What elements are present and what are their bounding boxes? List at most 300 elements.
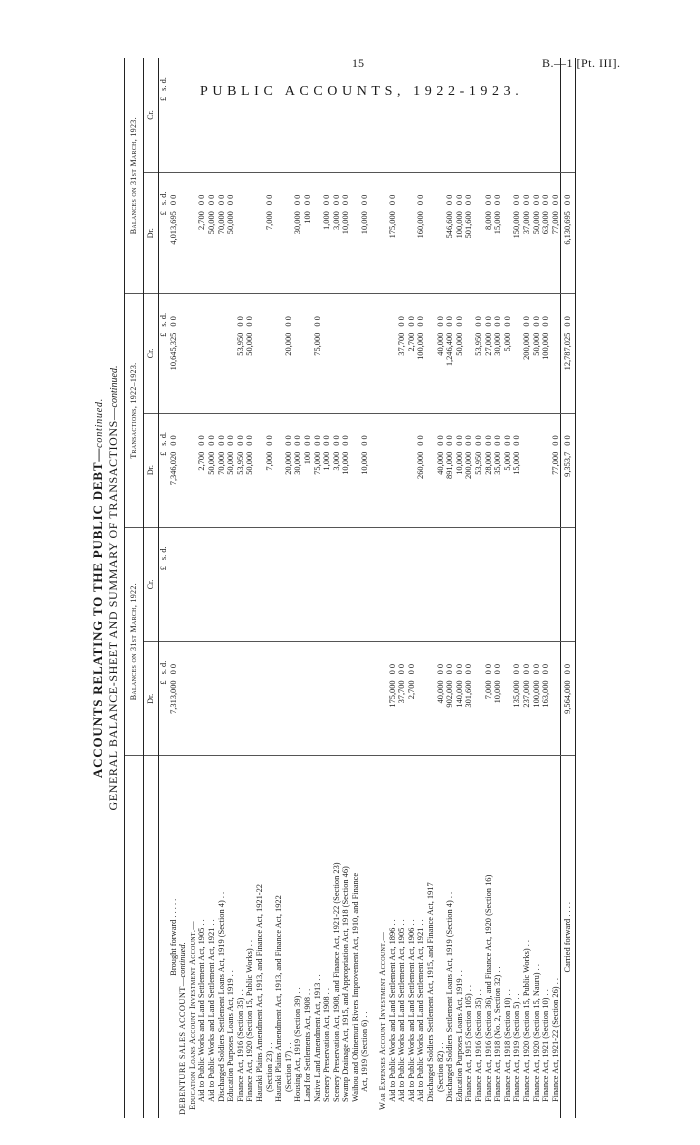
amount-t-dr: 100 <box>303 449 313 528</box>
sd-t-dr <box>532 413 542 449</box>
amount-b22-cr <box>455 563 465 642</box>
amount-b22-cr <box>255 563 265 642</box>
sd-t-cr: 0 0 <box>168 316 178 327</box>
sd-t-cr: 0 0 <box>445 316 455 327</box>
sd-b23-dr: 0 0 <box>226 194 236 206</box>
page-title: PUBLIC ACCOUNTS, 1922-1923. <box>200 84 524 99</box>
row-label-cell <box>455 756 465 1118</box>
sd-t-cr <box>217 294 227 330</box>
sd-b23-cr <box>532 58 542 94</box>
sd-t-dr: 0 0 <box>197 435 207 446</box>
row-label: Hauraki Plains Amendment Act, 1913, and Finance Act, 1922 <box>274 895 284 1102</box>
dot-leader: . . <box>322 988 332 995</box>
amount-t-cr: 200,000 <box>522 330 532 413</box>
sd-t-cr: 0 0 <box>312 316 322 327</box>
sd-t-dr: 0 0 <box>483 435 493 446</box>
amount-b22-cr <box>503 563 513 642</box>
sd-b22-cr <box>541 527 551 563</box>
sd-b22-dr: 0 0 <box>168 663 178 675</box>
amount-b23-dr <box>274 208 284 294</box>
sd-t-cr: 0 0 <box>531 316 541 327</box>
sd-b22-dr <box>265 642 275 678</box>
table-row <box>169 58 179 1118</box>
sd-b23-cr <box>284 58 294 94</box>
dot-leader: . . <box>226 970 236 977</box>
amount-b22-cr <box>541 563 551 642</box>
dot-leader: . . <box>502 989 512 996</box>
amount-b22-dr <box>503 677 513 756</box>
group-header-balances-1923: Balances on 31st March, 1923. <box>125 58 144 294</box>
sd-b22-dr <box>313 642 323 678</box>
amount-t-cr: 5,000 <box>503 330 513 413</box>
table-row <box>236 58 246 1118</box>
sd-b22-cr <box>484 527 494 563</box>
table-row <box>464 58 474 1118</box>
sd-b22-cr <box>397 527 407 563</box>
row-label-cell <box>313 756 323 1118</box>
sd-b23-cr <box>503 58 513 94</box>
amount-b22-dr <box>255 677 265 756</box>
sd-b23-dr: 0 0 <box>531 194 541 206</box>
sd-b23-dr <box>178 172 188 208</box>
amount-b23-dr: 2,700 <box>197 208 207 294</box>
amount-t-dr <box>378 449 388 528</box>
sd-b22-cr <box>245 527 255 563</box>
row-label: Scenery Preservation Act, 1908 <box>322 996 332 1102</box>
sd-t-cr: 0 0 <box>493 316 503 327</box>
amount-b23-cr <box>474 94 484 173</box>
dot-leader: . . <box>541 989 551 996</box>
amount-b22-dr <box>226 677 236 756</box>
amount-b23-cr <box>512 94 522 173</box>
sd-b22-cr <box>416 527 426 563</box>
balance-sheet-table <box>124 58 576 1118</box>
row-label: Finance Act, 1915 (Section 105) <box>464 993 474 1102</box>
amount-b23-cr <box>551 94 561 173</box>
table-row <box>284 58 294 1118</box>
sd-b23-cr <box>313 58 323 94</box>
amount-b23-dr: 3,000 <box>332 208 342 294</box>
amount-b23-cr <box>493 94 503 173</box>
amount-t-cr: 40,000 <box>436 330 446 413</box>
amount-b22-cr <box>207 563 217 642</box>
amount-b22-dr <box>351 677 361 756</box>
sd-b23-cr <box>217 58 227 94</box>
sd-t-cr <box>512 294 522 330</box>
amount-b22-dr <box>416 677 426 756</box>
document-reference: B.—1 [Pt. III]. <box>542 56 621 70</box>
amount-b22-dr <box>245 677 255 756</box>
sd-t-cr: 0 0 <box>245 316 255 327</box>
amount-b23-cr <box>484 94 494 173</box>
amount-b22-cr <box>474 563 484 642</box>
amount-t-dr <box>407 449 417 528</box>
sd-b23-cr <box>245 58 255 94</box>
amount-b22-cr <box>484 563 494 642</box>
amount-t-dr: 10,000 <box>360 449 370 528</box>
amount-t-cr <box>512 330 522 413</box>
sd-b22-dr <box>426 642 436 678</box>
sd-b22-dr <box>226 642 236 678</box>
sd-b23-dr: 0 0 <box>216 194 226 206</box>
table-row <box>416 58 426 1118</box>
amount-t-cr: 53,950 <box>236 330 246 413</box>
amount-t-dr: 75,000 <box>313 449 323 528</box>
unit-sd: s. d. <box>159 432 168 446</box>
amount-t-cr: 53,950 <box>474 330 484 413</box>
amount-b23-cr <box>464 94 474 173</box>
sd-b22-dr <box>303 642 313 678</box>
dr-header: Dr. <box>144 413 159 527</box>
sd-t-dr: 0 0 <box>264 435 274 446</box>
row-label-cell <box>464 756 474 1118</box>
amount-b22-dr: 902,000 <box>445 677 455 756</box>
dot-leader: . . <box>521 940 531 947</box>
amount-b23-cr <box>397 94 407 173</box>
amount-b23-dr: 100,000 <box>455 208 465 294</box>
amount-b23-dr <box>236 208 246 294</box>
row-label: Finance Act, 1921-22 (Section 26) <box>550 986 560 1102</box>
amount-t-cr <box>370 330 378 413</box>
amount-b22-dr <box>178 677 188 756</box>
sd-b23-dr: 0 0 <box>512 194 522 206</box>
sd-b23-dr: 0 0 <box>464 194 474 206</box>
row-label-cell <box>388 756 398 1118</box>
amount-t-cr <box>293 330 303 413</box>
row-label-suffix: continued. <box>178 942 188 978</box>
amount-b23-cr <box>445 94 455 173</box>
amount-t-cr: 50,000 <box>245 330 255 413</box>
amount-b22-dr <box>197 677 207 756</box>
sd-b22-dr <box>245 642 255 678</box>
amount-b23-dr: 50,000 <box>532 208 542 294</box>
dot-leader: . . <box>387 919 397 926</box>
total-label-cell: Carried forward . . . . <box>561 756 576 1118</box>
row-label-cell <box>341 756 351 1118</box>
sd-b22-cr <box>207 527 217 563</box>
amount-b23-dr: 10,000 <box>360 208 370 294</box>
amount-t-cr: 10,645,325 <box>169 330 179 413</box>
dot-leader: . . <box>550 978 560 985</box>
sd-t-dr: 0 0 <box>502 435 512 446</box>
row-label-cell <box>551 756 561 1118</box>
dot-leader: . . <box>397 919 407 926</box>
amount-b23-dr: 70,000 <box>217 208 227 294</box>
amount-b22-cr <box>188 563 198 642</box>
amount-b23-cr <box>236 94 246 173</box>
sd-b23-cr <box>551 58 561 94</box>
sd-b22-dr <box>370 642 378 678</box>
amount-b23-dr: 10,000 <box>341 208 351 294</box>
row-label-cell <box>274 756 284 1118</box>
sd-b22-dr <box>207 642 217 678</box>
amount-b23-dr <box>351 208 361 294</box>
row-label: Aid to Public Works and Land Settlement Act, 1905 <box>197 927 207 1102</box>
sd-b22-cr <box>197 527 207 563</box>
amount-t-cr <box>178 330 188 413</box>
amount-t-cr <box>332 330 342 413</box>
dot-leader: . . <box>435 1042 445 1049</box>
unit-row <box>159 58 169 1118</box>
table-row <box>436 58 446 1118</box>
sd-b23-dr: 0 0 <box>454 194 464 206</box>
amount-b22-cr <box>245 563 255 642</box>
sd-b23-cr <box>360 58 370 94</box>
sd-t-dr: 0 0 <box>454 435 464 446</box>
amount-b23-dr <box>407 208 417 294</box>
amount-t-dr <box>255 449 265 528</box>
amount-b22-cr <box>436 563 446 642</box>
sd-b23-dr <box>245 172 255 208</box>
dot-leader: . . <box>474 989 483 996</box>
amount-b23-dr <box>188 208 198 294</box>
dot-leader: . . <box>264 1042 274 1049</box>
amount-b23-dr <box>255 208 265 294</box>
amount-b23-cr <box>436 94 446 173</box>
sd-t-cr: 0 0 <box>454 316 464 327</box>
sd-b22-cr <box>464 527 474 563</box>
sd-b23-cr <box>169 58 179 94</box>
sd-b23-dr: 0 0 <box>341 194 351 206</box>
sd-b22-dr <box>217 642 227 678</box>
sd-b22-dr <box>351 642 361 678</box>
sd-b23-dr: 0 0 <box>206 194 216 206</box>
amount-b23-dr <box>397 208 407 294</box>
sd-b22-cr <box>503 527 513 563</box>
amount-b22-cr <box>532 563 542 642</box>
row-label: Education Purposes Loans Act, 1919 <box>226 978 236 1102</box>
sd-t-dr: 0 0 <box>283 435 293 446</box>
rotated-balance-sheet <box>90 58 645 1118</box>
table-row <box>341 58 351 1118</box>
amount-b22-dr: 40,000 <box>436 677 446 756</box>
sd-t-cr: 0 0 <box>406 316 416 327</box>
dot-leader: . . <box>302 988 312 995</box>
amount-t-dr: 10,000 <box>455 449 465 528</box>
column-subheader-row <box>144 58 159 1118</box>
row-label: Hauraki Plains Amendment Act, 1913, and Finance Act, 1921-22 <box>254 884 264 1102</box>
total-b23-cr <box>561 94 576 173</box>
row-label-cell <box>436 756 446 1118</box>
dot-leader: . . <box>360 1011 370 1018</box>
amount-t-dr: 53,950 <box>474 449 484 528</box>
sd-b23-cr <box>436 58 446 94</box>
sd-t-cr: 0 0 <box>483 316 493 327</box>
row-label-cell <box>503 756 513 1118</box>
total-t-cr: 12,787,025 <box>561 330 576 413</box>
sd-t-cr: 0 0 <box>416 316 426 327</box>
cr-header: Cr. <box>144 58 159 172</box>
amount-b22-cr <box>217 563 227 642</box>
sd-b23-dr <box>188 172 198 208</box>
amount-b23-cr <box>226 94 236 173</box>
amount-t-dr <box>370 449 378 528</box>
column-group-header-row <box>125 58 144 1118</box>
amount-b23-dr: 15,000 <box>493 208 503 294</box>
row-label-cell <box>426 756 436 1118</box>
page-number: 15 <box>352 56 364 70</box>
amount-b23-cr <box>303 94 313 173</box>
sd-b22-cr <box>255 527 265 563</box>
sd-b22-dr: 0 0 <box>531 663 541 675</box>
sd-b22-cr <box>426 527 436 563</box>
amount-b23-dr <box>378 208 388 294</box>
amount-t-dr <box>351 449 361 528</box>
sd-t-cr <box>188 294 198 330</box>
amount-t-cr <box>274 330 284 413</box>
row-label: (Section 82) <box>435 1050 445 1092</box>
row-label: Finance Act, 1920 (Section 15, Nauru) <box>531 972 541 1102</box>
sd-b23-dr: 0 0 <box>387 194 397 206</box>
table-row <box>474 58 484 1118</box>
sd-b23-cr <box>493 58 503 94</box>
table-row <box>322 58 332 1118</box>
amount-t-cr <box>378 330 388 413</box>
row-label-cell <box>484 756 494 1118</box>
sd-b22-cr <box>236 527 246 563</box>
sd-b22-dr: 0 0 <box>454 663 464 675</box>
amount-b23-dr <box>178 208 188 294</box>
sd-t-dr <box>370 413 378 449</box>
sd-b23-dr: 0 0 <box>521 194 531 206</box>
dot-leader: . . <box>293 987 303 994</box>
sd-b22-cr <box>436 527 446 563</box>
sd-b23-cr <box>522 58 532 94</box>
sd-t-cr: 0 0 <box>235 316 245 327</box>
sd-b23-dr <box>503 172 513 208</box>
amount-b23-cr <box>245 94 255 173</box>
sd-t-dr <box>178 413 188 449</box>
row-label-cell <box>332 756 342 1118</box>
sd-t-dr: 0 0 <box>322 435 332 446</box>
dot-leader: . . <box>464 985 474 992</box>
sd-t-cr: 0 0 <box>283 316 293 327</box>
sd-b23-cr <box>207 58 217 94</box>
balance-sheet-body <box>159 58 561 1118</box>
sd-b22-cr <box>284 527 294 563</box>
amount-t-cr: 20,000 <box>284 330 294 413</box>
table-row <box>522 58 532 1118</box>
amount-b22-cr <box>416 563 426 642</box>
amount-t-dr: 5,000 <box>503 449 513 528</box>
amount-b23-dr: 150,000 <box>512 208 522 294</box>
sd-t-cr <box>464 294 474 330</box>
row-label: Waihou and Ohinemuri Rivers Improvement Act, 1910, and Finance <box>350 872 360 1102</box>
amount-t-cr <box>464 330 474 413</box>
amount-b22-dr: 175,000 <box>388 677 398 756</box>
sd-b23-dr <box>407 172 417 208</box>
table-row <box>455 58 465 1118</box>
amount-b23-cr <box>378 94 388 173</box>
amount-b22-dr <box>332 677 342 756</box>
amount-t-dr: 3,000 <box>332 449 342 528</box>
dot-leader: . . <box>216 891 226 899</box>
row-label-cell <box>397 756 407 1118</box>
sd-b23-dr: 0 0 <box>302 194 312 206</box>
amount-t-dr <box>532 449 542 528</box>
sd-b22-cr <box>217 527 227 563</box>
amount-t-dr: 50,000 <box>226 449 236 528</box>
amount-t-cr <box>388 330 398 413</box>
amount-b22-cr <box>397 563 407 642</box>
sd-b23-dr <box>236 172 246 208</box>
row-label: Native Land Amendment Act, 1913 <box>312 982 322 1102</box>
sd-b23-cr <box>332 58 342 94</box>
table-row <box>332 58 342 1118</box>
amount-t-cr <box>426 330 436 413</box>
sd-b22-dr <box>360 642 370 678</box>
sd-b22-dr: 0 0 <box>435 663 445 675</box>
amount-t-cr: 2,700 <box>407 330 417 413</box>
sd-b22-cr <box>360 527 370 563</box>
unit-pound: £ <box>159 208 169 294</box>
amount-b22-cr <box>493 563 503 642</box>
dot-leader: . . <box>416 919 426 926</box>
row-label-cell <box>322 756 332 1118</box>
table-row <box>397 58 407 1118</box>
amount-b23-dr: 50,000 <box>207 208 217 294</box>
amount-b22-cr <box>388 563 398 642</box>
sd-t-dr <box>188 413 198 449</box>
sd-b23-dr: 0 0 <box>331 194 341 206</box>
table-row <box>541 58 551 1118</box>
sd-b23-cr <box>303 58 313 94</box>
cr-header: Cr. <box>144 294 159 413</box>
sd-b22-cr <box>178 527 188 563</box>
amount-b23-cr <box>274 94 284 173</box>
row-label: Aid to Public Works and Land Settlement Act, 1921 <box>206 927 216 1102</box>
sd-t-dr <box>255 413 265 449</box>
sd-b22-cr <box>388 527 398 563</box>
amount-b23-dr <box>503 208 513 294</box>
sd-b22-cr <box>445 527 455 563</box>
sd-b22-dr <box>255 642 265 678</box>
sd-t-cr <box>274 294 284 330</box>
sd-b22-cr <box>332 527 342 563</box>
description-header <box>125 756 144 1118</box>
sd-t-dr: 0 0 <box>206 435 216 446</box>
sd-b23-cr <box>474 58 484 94</box>
row-label: Scenery Preservation Act, 1908, and Finance Act, 1921-22 (Section 23) <box>331 862 341 1102</box>
amount-b22-cr <box>351 563 361 642</box>
sd-b22-dr <box>332 642 342 678</box>
sd-b23-cr <box>293 58 303 94</box>
amount-t-dr: 35,000 <box>493 449 503 528</box>
table-row <box>532 58 542 1118</box>
row-label: Education Loans Account Investment Account.— <box>187 921 197 1110</box>
table-row <box>178 58 188 1118</box>
row-label: Act, 1919 (Section 6) <box>360 1019 370 1092</box>
row-label-cell <box>351 756 361 1118</box>
row-label-cell <box>541 756 551 1118</box>
amount-b22-dr <box>322 677 332 756</box>
amount-b23-cr <box>503 94 513 173</box>
row-label: Education Purposes Loans Act, 1919 <box>454 978 464 1102</box>
amount-b23-cr <box>293 94 303 173</box>
amount-t-dr <box>397 449 407 528</box>
sd-b23-dr: 0 0 <box>197 194 207 206</box>
amount-b22-cr <box>169 563 179 642</box>
row-label-cell <box>493 756 503 1118</box>
sd-b22-cr <box>455 527 465 563</box>
row-label-cell <box>522 756 532 1118</box>
row-label: Discharged Soldiers Settlement Loans Act, 1919 (Section 4) <box>445 900 455 1102</box>
amount-t-cr <box>322 330 332 413</box>
amount-b23-cr <box>265 94 275 173</box>
row-label-cell <box>407 756 417 1118</box>
amount-t-cr <box>188 330 198 413</box>
sd-t-dr <box>541 413 551 449</box>
